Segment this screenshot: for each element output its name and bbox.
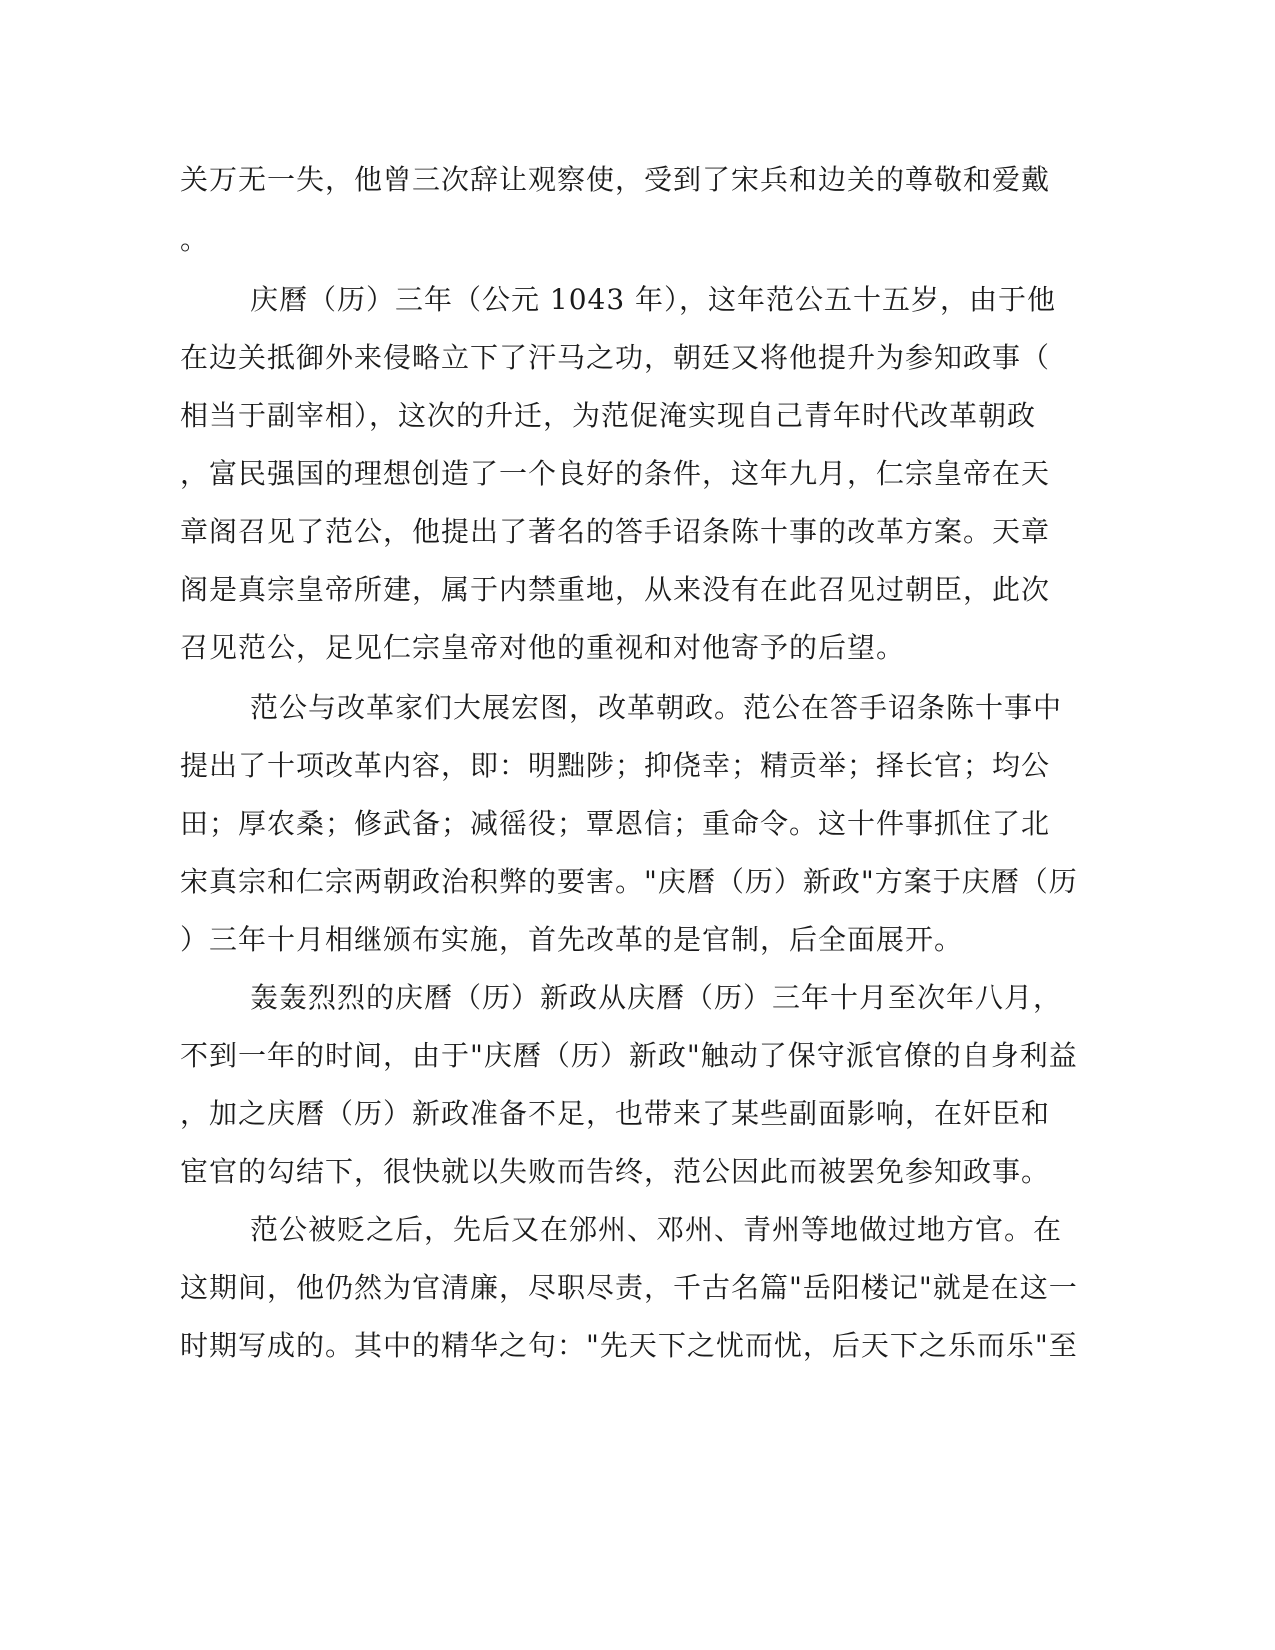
text-line: 时期写成的。其中的精华之句："先天下之忧而忧，后天下之乐而乐"至: [180, 1329, 1078, 1362]
text-line: 相当于副宰相），这次的升迁，为范促淹实现自己青年时代改革朝政: [180, 399, 1037, 432]
text-line: 不到一年的时间，由于"庆曆（历）新政"触动了保守派官僚的自身利益: [180, 1039, 1078, 1072]
text-line: 提出了十项改革内容，即：明黜陟；抑侥幸；精贡举；择长官；均公: [180, 749, 1051, 782]
text-line: 在边关抵御外来侵略立下了汗马之功，朝廷又将他提升为参知政事（: [180, 341, 1051, 374]
paragraph-first-line: 轰轰烈烈的庆曆（历）新政从庆曆（历）三年十月至次年八月，: [250, 981, 1063, 1014]
text-line: 章阁召见了范公，他提出了著名的答手诏条陈十事的改革方案。天章: [180, 515, 1051, 548]
text-line: 召见范公，足见仁宗皇帝对他的重视和对他寄予的后望。: [180, 631, 906, 664]
text-line: 这期间，他仍然为官清廉，尽职尽责，千古名篇"岳阳楼记"就是在这一: [180, 1271, 1078, 1304]
paragraph-first-line: 庆曆（历）三年（公元 1043 年），这年范公五十五岁，由于他: [250, 283, 1057, 316]
text-line: ，加之庆曆（历）新政准备不足，也带来了某些副面影响，在奸臣和: [180, 1097, 1051, 1130]
text-line: ）三年十月相继颁布实施，首先改革的是官制，后全面展开。: [180, 923, 964, 956]
paragraph-first-line: 范公与改革家们大展宏图，改革朝政。范公在答手诏条陈十事中: [250, 691, 1063, 724]
text-line: 宦官的勾结下，很快就以失败而告终，范公因此而被罢免参知政事。: [180, 1155, 1051, 1188]
text-line: ，富民强国的理想创造了一个良好的条件，这年九月，仁宗皇帝在天: [180, 457, 1051, 490]
text-line: 阁是真宗皇帝所建，属于内禁重地，从来没有在此召见过朝臣，此次: [180, 573, 1051, 606]
paragraph-first-line: 范公被贬之后，先后又在邠州、邓州、青州等地做过地方官。在: [250, 1213, 1063, 1246]
text-line: 宋真宗和仁宗两朝政治积弊的要害。"庆曆（历）新政"方案于庆曆（历: [180, 865, 1078, 898]
text-line: 。: [180, 223, 210, 256]
text-line: 田；厚农桑；修武备；减徭役；覃恩信；重命令。这十件事抓住了北: [180, 807, 1051, 840]
text-line: 关万无一失，他曾三次辞让观察使，受到了宋兵和边关的尊敬和爱戴: [180, 163, 1051, 196]
